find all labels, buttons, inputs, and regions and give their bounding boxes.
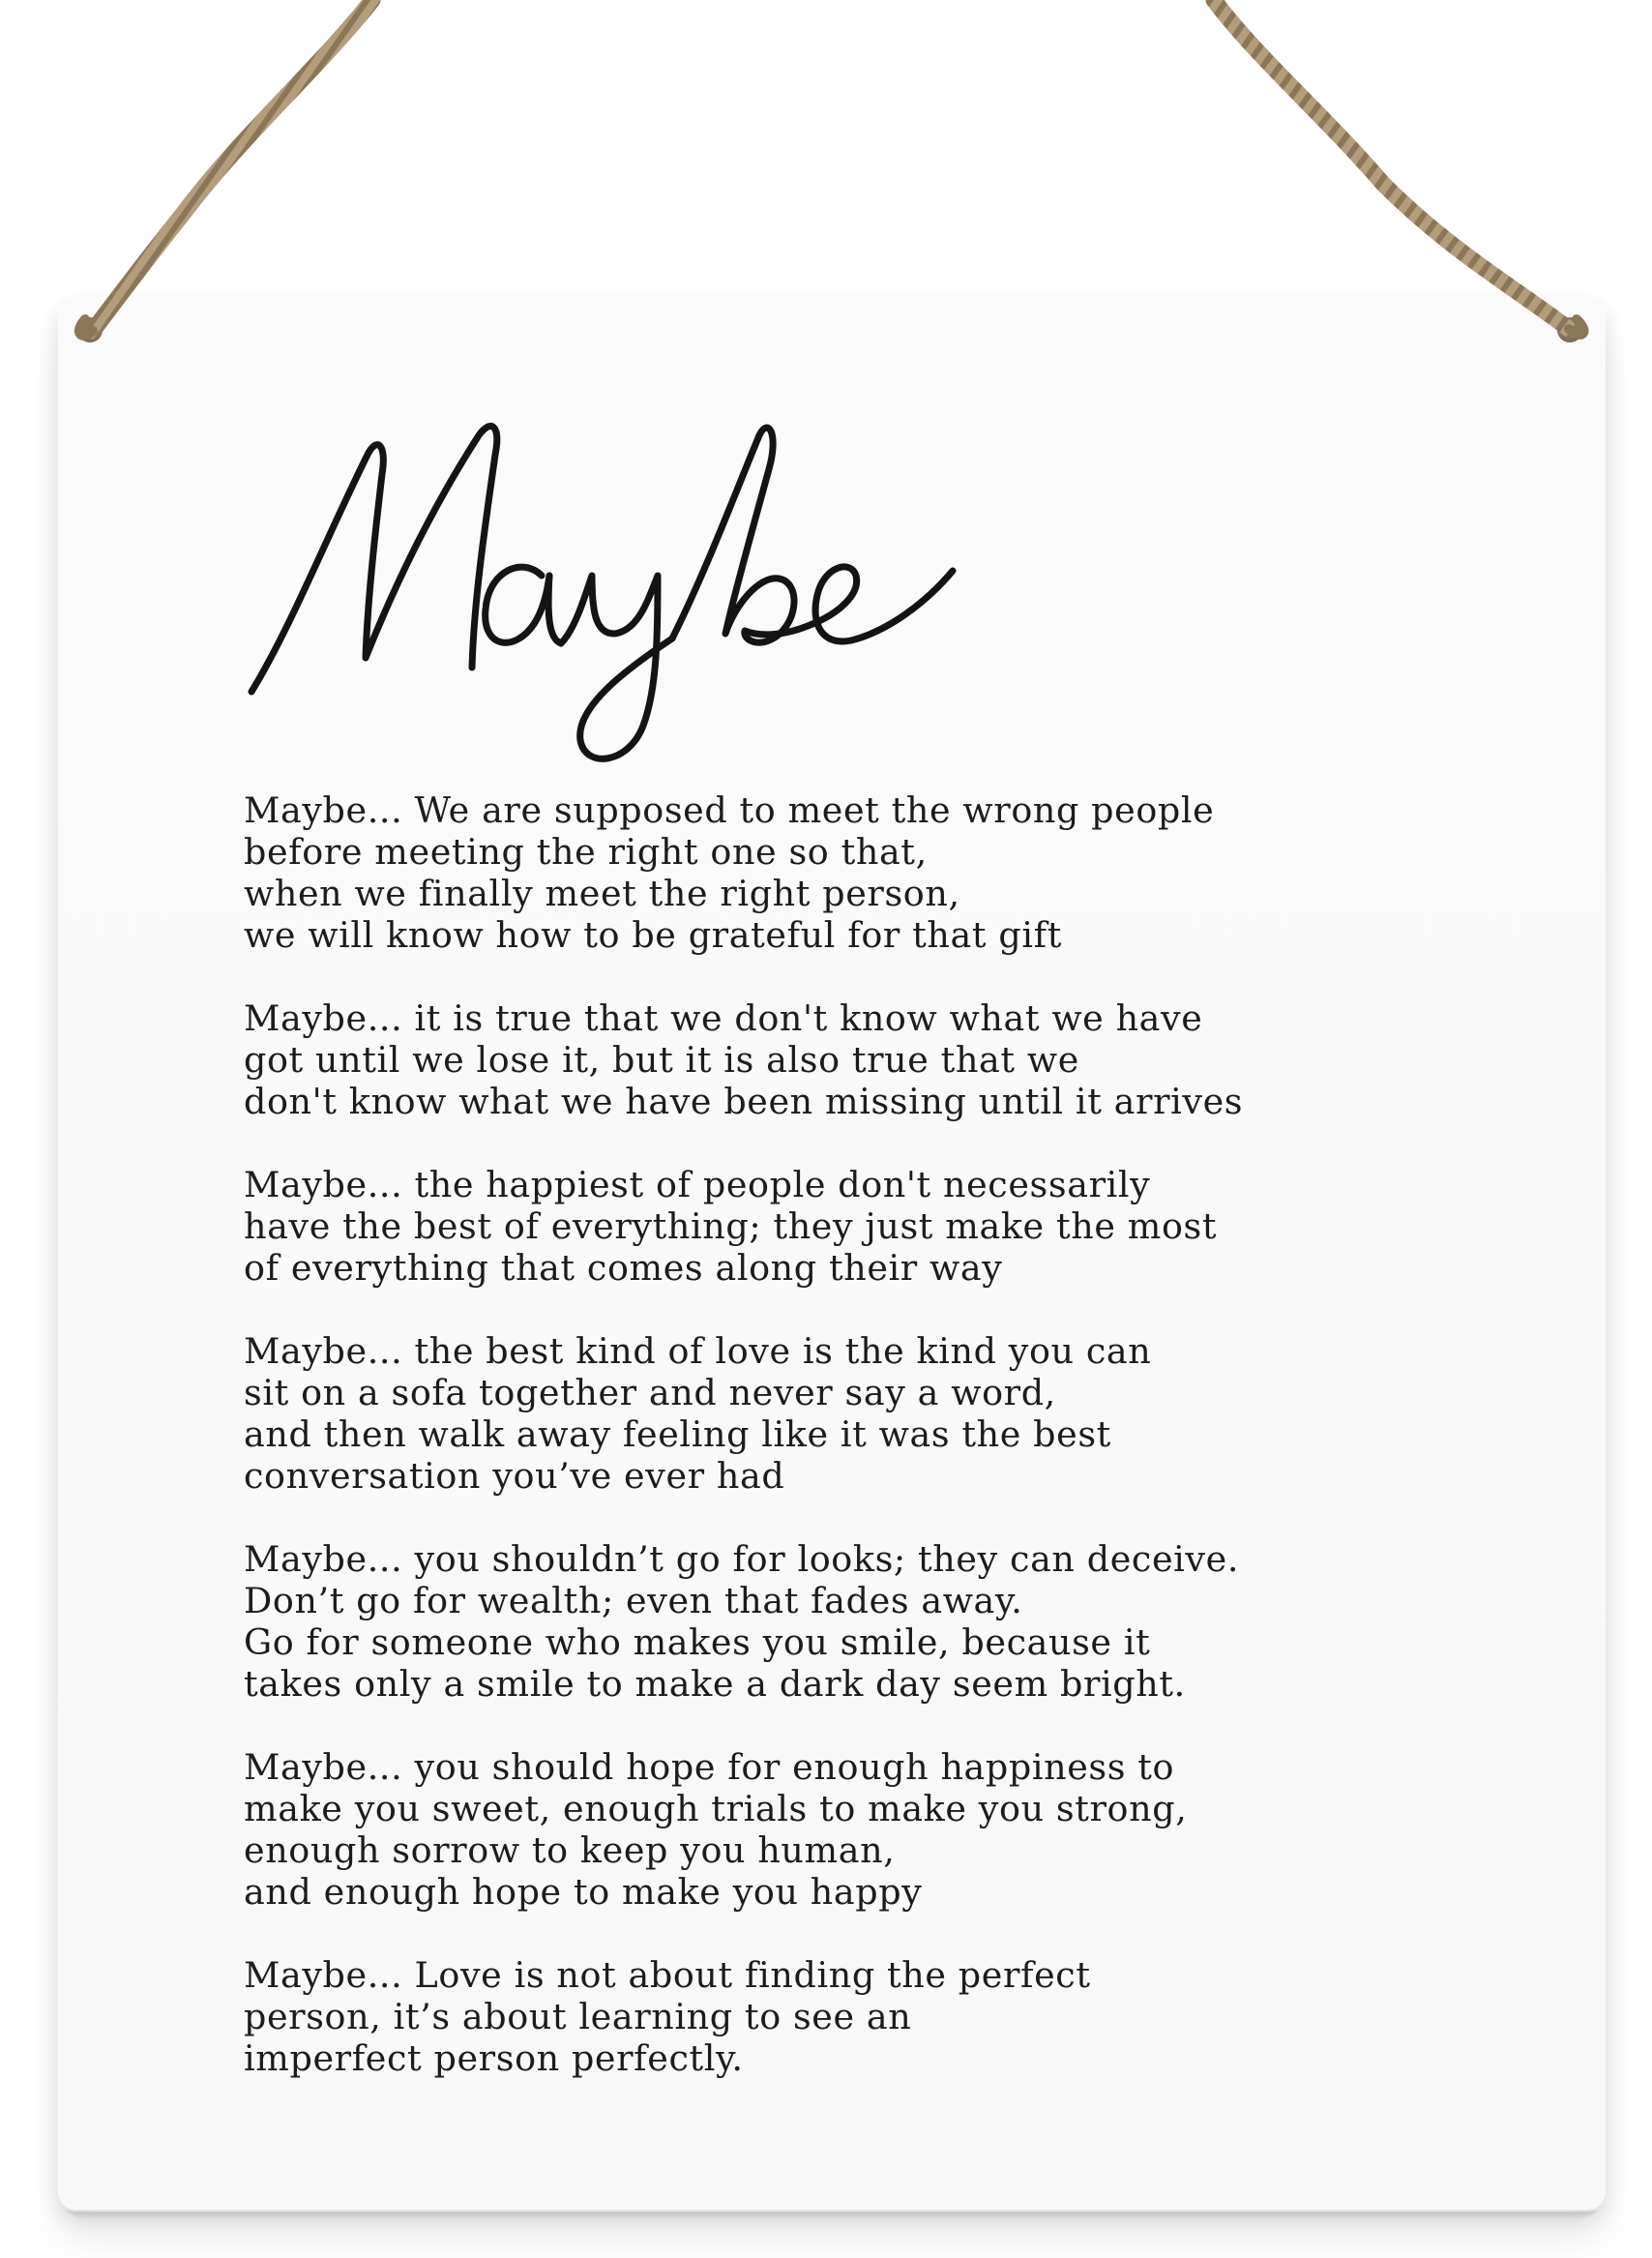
poem-line: before meeting the right one so that,: [244, 831, 928, 873]
poem-line: Don’t go for wealth; even that fades away.: [244, 1580, 1023, 1621]
poem-line: we will know how to be grateful for that gift: [244, 914, 1062, 956]
rope-left-strand: [93, 0, 372, 331]
script-title-maybe: [232, 377, 967, 774]
poem-line: got until we lose it, but it is also true that we: [244, 1039, 1079, 1081]
poem-line: person, it’s about learning to see an: [244, 1996, 912, 2037]
poem-line: enough sorrow to keep you human,: [244, 1829, 896, 1871]
poem-line: conversation you’ve ever had: [244, 1455, 785, 1497]
poem-line: Maybe... it is true that we don't know what we have: [244, 997, 1203, 1039]
poem-line: sit on a sofa together and never say a word,: [244, 1372, 1056, 1413]
poem-stanza: [244, 1746, 1288, 1913]
script-letter-y: [561, 576, 672, 758]
poem-line: Go for someone who makes you smile, because it: [244, 1621, 1151, 1663]
poem-stanza: [244, 789, 1288, 956]
poem-stanza: [244, 1538, 1288, 1705]
poem-line: of everything that comes along their way: [244, 1247, 1003, 1289]
script-letter-e: [812, 567, 953, 641]
rope-right-strand: [1214, 0, 1569, 329]
jute-rope: [0, 0, 1652, 406]
poem-line: Maybe... the best kind of love is the kind you can: [244, 1330, 1152, 1372]
poem-line: don't know what we have been missing until it arrives: [244, 1081, 1244, 1122]
poem-stanza: [244, 1954, 1288, 2079]
poem-body: [244, 789, 1288, 2121]
script-letter-a: [486, 567, 561, 643]
poem-stanza: [244, 997, 1288, 1122]
poem-line: imperfect person perfectly.: [244, 2037, 744, 2079]
poem-line: takes only a smile to make a dark day seem bright.: [244, 1663, 1186, 1705]
poem-line: Maybe... Love is not about finding the perfect: [244, 1954, 1091, 1996]
poem-line: and enough hope to make you happy: [244, 1871, 923, 1913]
poem-line: when we finally meet the right person,: [244, 873, 960, 914]
poem-line: Maybe... We are supposed to meet the wrong people: [244, 789, 1215, 831]
script-letter-b: [672, 428, 812, 642]
poem-line: Maybe... you should hope for enough happiness to: [244, 1746, 1175, 1788]
poem-stanza: [244, 1330, 1288, 1497]
poem-line: Maybe... the happiest of people don't necessarily: [244, 1164, 1151, 1205]
poem-line: and then walk away feeling like it was the best: [244, 1413, 1111, 1455]
poem-line: have the best of everything; they just make the most: [244, 1205, 1218, 1247]
poem-stanza: [244, 1164, 1288, 1289]
script-letter-m: [251, 426, 497, 692]
poem-line: make you sweet, enough trials to make you strong,: [244, 1788, 1188, 1829]
poem-line: Maybe... you shouldn’t go for looks; they can deceive.: [244, 1538, 1240, 1580]
